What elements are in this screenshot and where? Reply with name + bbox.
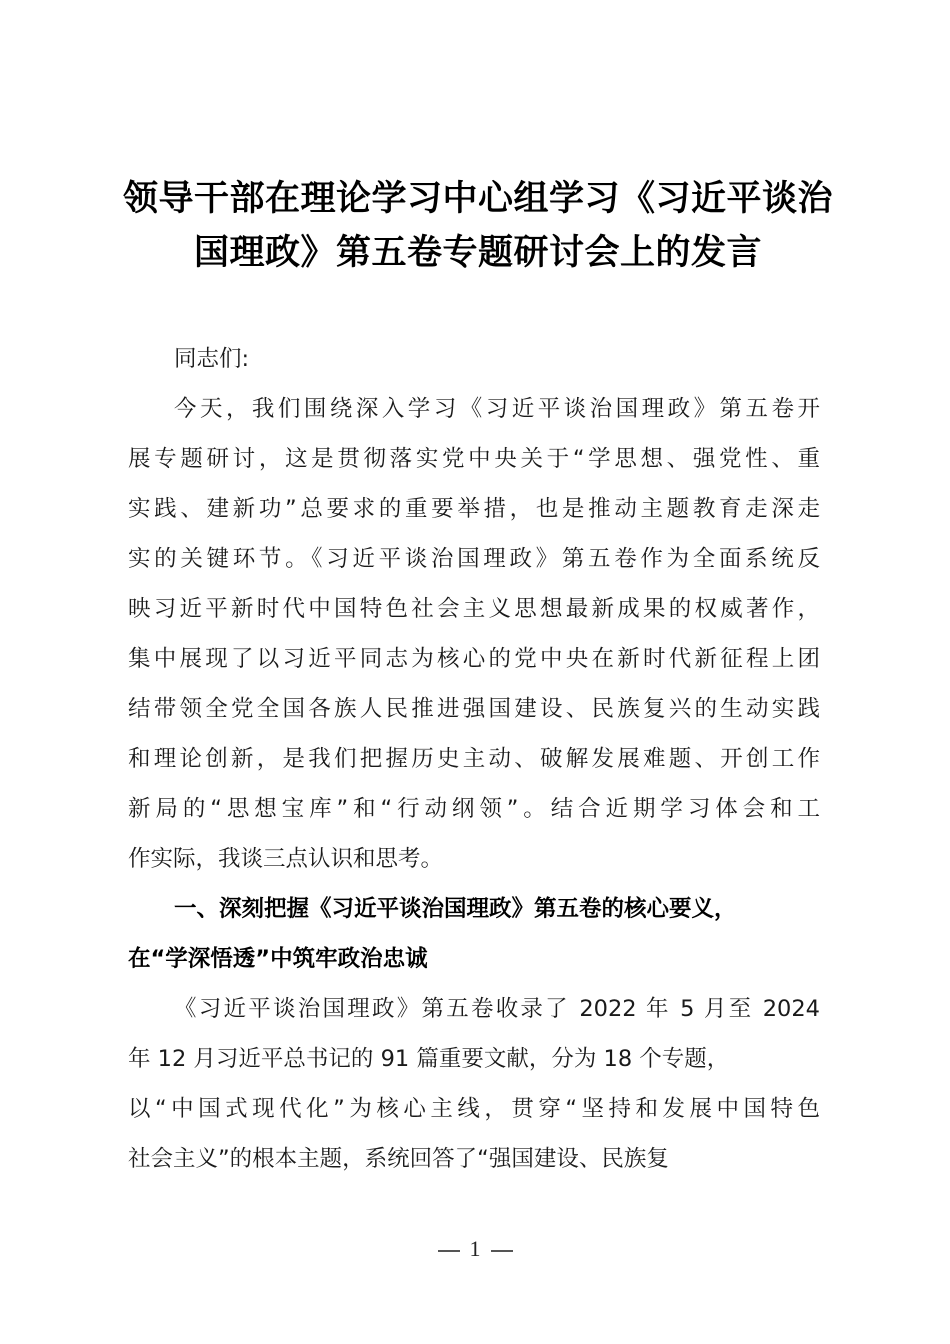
footer-dash-left	[438, 1250, 460, 1252]
paragraph-line: 集中展现了以习近平同志为核心的党中央在新时代新征程上团	[128, 646, 820, 672]
page-number: 1	[469, 1236, 481, 1261]
paragraph-line: 社会主义”的根本主题，系统回答了“强国建设、民族复	[128, 1146, 669, 1172]
salutation: 同志们:	[174, 346, 250, 372]
page-footer	[0, 1236, 950, 1262]
paragraph-line: 展专题研讨，这是贯彻落实党中央关于“学思想、强党性、重	[128, 446, 820, 472]
title-line-2: 国理政》第五卷专题研讨会上的发言	[193, 232, 762, 273]
heading-line: 一、深刻把握《习近平谈治国理政》第五卷的核心要义，	[174, 896, 737, 922]
paragraph-line: 映习近平新时代中国特色社会主义思想最新成果的权威著作，	[128, 596, 820, 622]
document-title	[120, 172, 836, 280]
paragraph-line: 实践、建新功”总要求的重要举措，也是推动主题教育走深走	[128, 496, 820, 522]
paragraph-line: 今天，我们围绕深入学习《习近平谈治国理政》第五卷开	[174, 396, 820, 422]
section-heading-1	[128, 884, 820, 984]
paragraph-line: 结带领全党全国各族人民推进强国建设、民族复兴的生动实践	[128, 696, 820, 722]
paragraph-line: 《习近平谈治国理政》第五卷收录了 2022 年 5 月至 2024	[174, 996, 820, 1022]
paragraph-line: 和理论创新，是我们把握历史主动、破解发展难题、开创工作	[128, 746, 820, 772]
paragraph-line: 新局的“思想宝库”和“行动纲领”。结合近期学习体会和工	[128, 796, 820, 822]
paragraph-line: 以“中国式现代化”为核心主线，贯穿“坚持和发展中国特色	[128, 1096, 820, 1122]
title-line-1: 领导干部在理论学习中心组学习《习近平谈治	[122, 178, 833, 219]
paragraph-section-1	[128, 984, 820, 1184]
heading-line: 在“学深悟透”中筑牢政治忠诚	[128, 946, 428, 972]
paragraph-line: 年 12 月习近平总书记的 91 篇重要文献，分为 18 个专题，	[128, 1046, 730, 1072]
paragraph-line: 作实际，我谈三点认识和思考。	[128, 846, 444, 872]
document-body	[128, 334, 820, 1184]
footer-dash-right	[491, 1250, 513, 1252]
paragraph-intro	[128, 384, 820, 884]
paragraph-line: 实的关键环节。《习近平谈治国理政》第五卷作为全面系统反	[128, 546, 820, 572]
